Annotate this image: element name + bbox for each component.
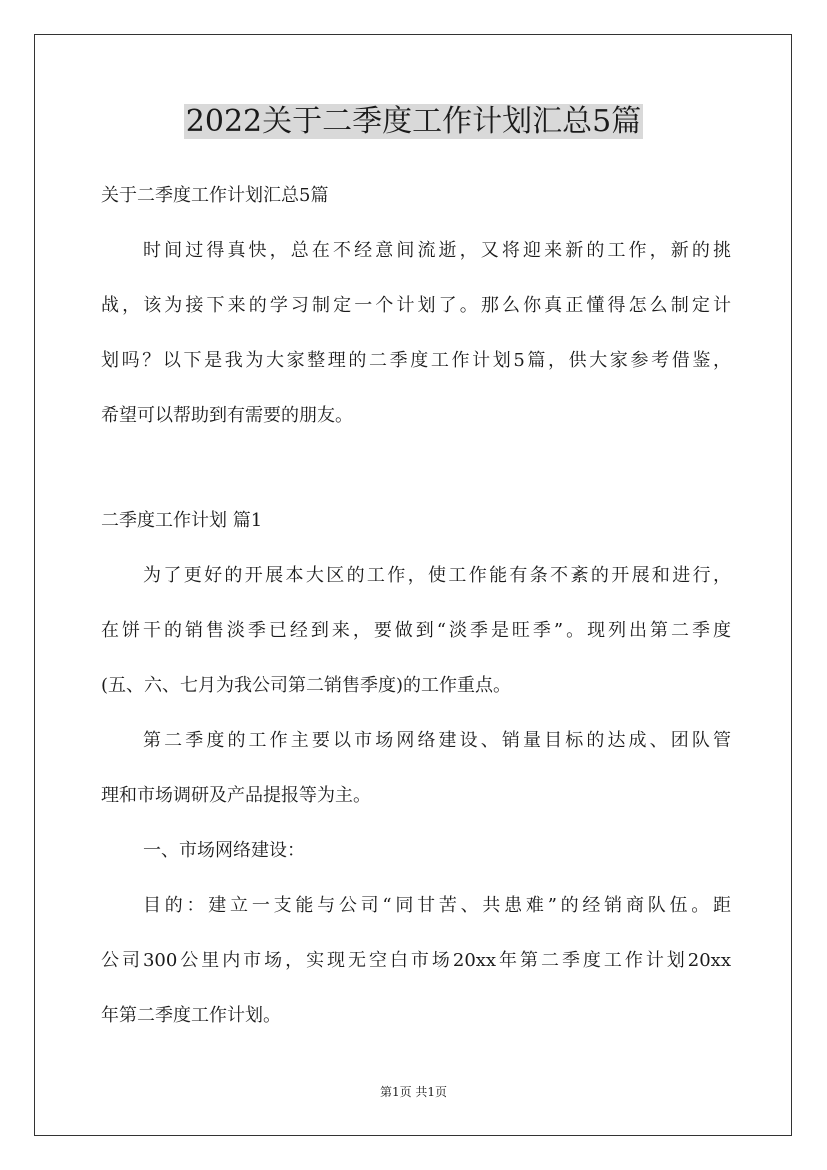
paragraph-line: 第二季度的工作主要以市场网络建设、销量目标的达成、团队管 [143,730,731,751]
paragraph-line: 年第二季度工作计划。 [101,1005,281,1026]
document-title [0,100,827,144]
document-title-text: 2022关于二季度工作计划汇总5篇 [185,104,642,139]
page-footer: 第1页 共1页 [379,1085,448,1099]
paragraph-line: 理和市场调研及产品提报等为主。 [101,785,371,806]
paragraph-line: 为了更好的开展本大区的工作，使工作能有条不紊的开展和进行， [143,565,731,586]
intro-line: 时间过得真快，总在不经意间流逝，又将迎来新的工作，新的挑 [143,240,731,261]
section-gap [101,443,731,493]
item-heading: 一、市场网络建设： [143,840,305,861]
paragraph-line: 公司300公里内市场，实现无空白市场20xx年第二季度工作计划20xx [101,950,731,971]
document-body [101,168,731,1043]
paragraph-line: 目的：建立一支能与公司“同甘苦、共患难”的经销商队伍。距 [143,895,731,916]
paragraph-line: (五、六、七月为我公司第二销售季度)的工作重点。 [101,675,512,696]
intro-line: 希望可以帮助到有需要的朋友。 [101,405,353,426]
intro-line: 划吗？以下是我为大家整理的二季度工作计划5篇，供大家参考借鉴， [101,350,731,371]
paragraph-line: 在饼干的销售淡季已经到来，要做到“淡季是旺季”。现列出第二季度 [101,620,731,641]
intro-line: 战，该为接下来的学习制定一个计划了。那么你真正懂得怎么制定计 [101,295,731,316]
document-subtitle: 关于二季度工作计划汇总5篇 [101,185,329,206]
section-heading: 二季度工作计划 篇1 [101,510,263,531]
